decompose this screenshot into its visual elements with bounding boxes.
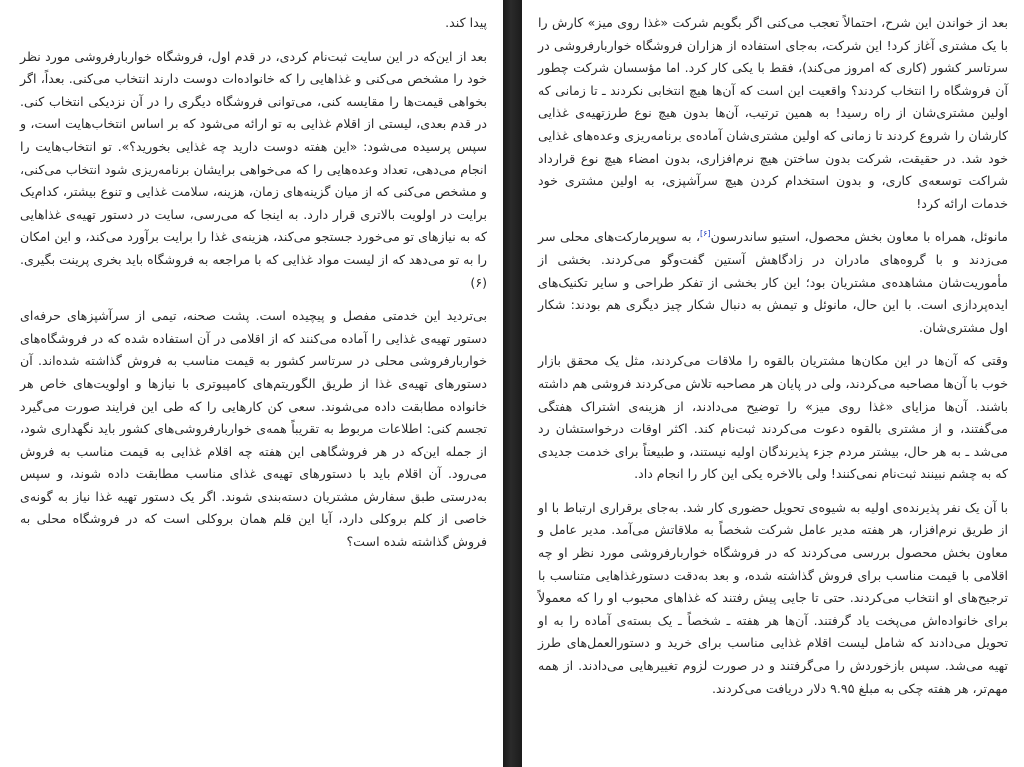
right-page-paragraph-2-start: مانوئل، همراه با معاون بخش محصول، استیو ساندرسون — [710, 229, 1008, 245]
right-page-paragraph-4: با آن یک نفر پذیرنده‌ی اولیه به شیوه‌ی تحویل حضوری کار شد. به‌جای برقراری ارتباط با او از طریق نرم‌افزار، هر هفته مدیر عامل شرکت شخصاً به ملاقاتش می‌آمد. مدیر عامل و معاون بخش محصول بررسی می‌کردند که در فروشگاه خواربارفروشی مورد نظر او چه اقلامی با قیمت مناسب برای فروش گذاشته شده، و بعد به‌دقت دستورغذاهایی متناسب با ترجیح‌های او انتخاب می‌کردند. حتی تا جایی پیش رفتند که غذاهای محبوب او را که معمولاً برای خانواده‌اش می‌پخت یاد گرفتند. آن‌ها هر هفته ـ شخصاً ـ یک بسته‌ی آماده را به او تحویل می‌دادند که شامل لیست اقلام غذایی مناسب برای خرید و دستورالعمل‌های طرز تهیه می‌شد. سپس بازخوردش را می‌گرفتند و در صورت لزوم تغییرهایی می‌دادند. از همه مهم‌تر، هر هفته چکی به مبلغ ۹.۹۵ دلار دریافت می‌کردند. — [538, 499, 1008, 696]
left-page-paragraph-1: پیدا کند. — [445, 15, 487, 30]
right-page-paragraph-2 — [538, 226, 1008, 339]
right-page — [522, 0, 1024, 767]
footnote-reference-link[interactable]: [۶] — [700, 229, 711, 239]
book-gutter — [503, 0, 522, 767]
right-page-paragraph-3: وقتی که آن‌ها در این مکان‌ها مشتریان بالقوه را ملاقات می‌کردند، مثل یک محقق بازار خوب با آن‌ها مصاحبه می‌کردند، ولی در پایان هر مصاحبه تلاش می‌کردند فروشی هم داشته باشند. آن‌ها مزایای «غذا روی میز» را توضیح می‌دادند، از هزینه‌ی اشتراک هفتگی می‌گفتند، و از مشتری بالقوه دعوت می‌کردند ثبت‌نام کند. اکثر اوقات درخواستشان رد می‌شد ـ به هر حال، بیشتر مردم جزء پذیرندگان اولیه نیستند، و طبیعتاً برای خدمت جدیدی که به چشم نبینند ثبت‌نام نمی‌کنند! ولی بالاخره یکی این کار را انجام داد. — [538, 353, 1008, 482]
right-page-paragraph-2-rest: ، به سوپرمارکت‌های محلی سر می‌زدند و با گروه‌های مادران در زادگاهش آستین گفت‌وگو می‌کردند. بخشی از مأموریت‌شان مشاهده‌ی مشتریان بود؛ این کار بخشی از تفکر طراحی و سایر تکنیک‌های ایده‌پردازی است. با این حال، مانوئل و تیمش به دنبال شکار چیز دیگری هم بودند: شکار اول مشتری‌شان. — [538, 229, 1008, 335]
left-page-paragraph-2: بعد از این‌که در این سایت ثبت‌نام کردی، در قدم اول، فروشگاه خواربارفروشی مورد نظر خود را مشخص می‌کنی و غذاهایی را که خانواده‌ات دوست دارند انتخاب می‌کنی. بعداً، اگر بخواهی قیمت‌ها را مقایسه کنی، می‌توانی فروشگاه دیگری را در آن نزدیکی انتخاب کنی. در قدم بعدی، لیستی از اقلام غذایی به تو ارائه می‌شود که بر اساس انتخاب‌هایت است، و سپس پرسیده می‌شود: «این هفته دوست دارید چه غذایی بخورید؟». تو انتخاب‌هایت را انجام می‌دهی، تعداد وعده‌هایی را که می‌خواهی برایشان برنامه‌ریزی شود انتخاب می‌کنی، و مشخص می‌کنی که از میان گزینه‌های زمان، هزینه، سلامت غذایی و تنوع بیشتر، کدام‌یک برایت در اولویت بالاتری قرار دارد. به اینجا که می‌رسی، سایت در دستور تهیه‌ی غذاهایی که به نیازهای تو می‌خورد جستجو می‌کند، هزینه‌ی غذا را برایت برآورد می‌کند، و این امکان را به تو می‌دهد که از لیست مواد غذایی که با مراجعه به فروشگاه باید بخری پرینت بگیری. (۶) — [20, 48, 487, 290]
left-page — [0, 0, 503, 767]
right-page-paragraph-1: بعد از خواندن این شرح، احتمالاً تعجب می‌کنی اگر بگویم شرکت «غذا روی میز» کارش را با یک مشتری آغاز کرد! این شرکت، به‌جای استفاده از هزاران فروشگاه خواربارفروشی در سرتاسر کشور (کاری که امروز می‌کند)، فقط با یکی کار کرد. اما مؤسسان شرکت چطور آن فروشگاه را انتخاب کردند؟ واقعیت این است که آن‌ها هیچ انتخابی نکردند ـ تا زمانی که اولین مشتری‌شان از راه رسید! به همین ترتیب، آن‌ها بدون هیچ نوع طرزتهیه‌ی غذایی کارشان را شروع کردند تا زمانی که اولین مشتری‌شان آماده‌ی برنامه‌ریزی وعده‌های غذایی خود شد. در حقیقت، شرکت بدون ساختن هیچ نرم‌افزاری، بدون امضاء هیچ نوع قرارداد شراکت توسعه‌ی کاری، و بدون استخدام کردن هیچ سرآشپزی، به اولین مشتری خود خدمات ارائه کرد! — [538, 15, 1008, 211]
left-page-paragraph-3: بی‌تردید این خدمتی مفصل و پیچیده است. پشت صحنه، تیمی از سرآشپزهای حرفه‌ای دستور تهیه‌ی غذایی را آماده می‌کنند که از اقلامی در آن استفاده شده که در فروشگاه‌های خواربارفروشی محلی در سرتاسر کشور به قیمت مناسب به فروش گذاشته شده‌اند. آن دستورهای تهیه‌ی غذا از طریق الگوریتم‌های کامپیوتری با نیازها و اولویت‌های خاص هر خانواده مطابقت داده می‌شوند. سعی کن کارهایی را که طی این فرایند صورت می‌گیرد تجسم کنی: اطلاعات مربوط به تقریباً همه‌ی خواربارفروشی‌های کشور باید نگهداری شود، از جمله این‌که در هر فروشگاهی این هفته چه اقلام غذایی به قیمت مناسب به فروش می‌رود. آن اقلام باید با دستورهای تهیه‌ی غذای مناسب مطابقت داده شوند، و سپس به‌درستی طبق سفارش مشتریان دسته‌بندی شوند. اگر یک دستور تهیه غذا نیاز به گونه‌ی خاصی از کلم بروکلی دارد، آیا این قلم همان بروکلی است که در فروشگاه محلی به فروش گذاشته شده است؟ — [20, 308, 487, 550]
